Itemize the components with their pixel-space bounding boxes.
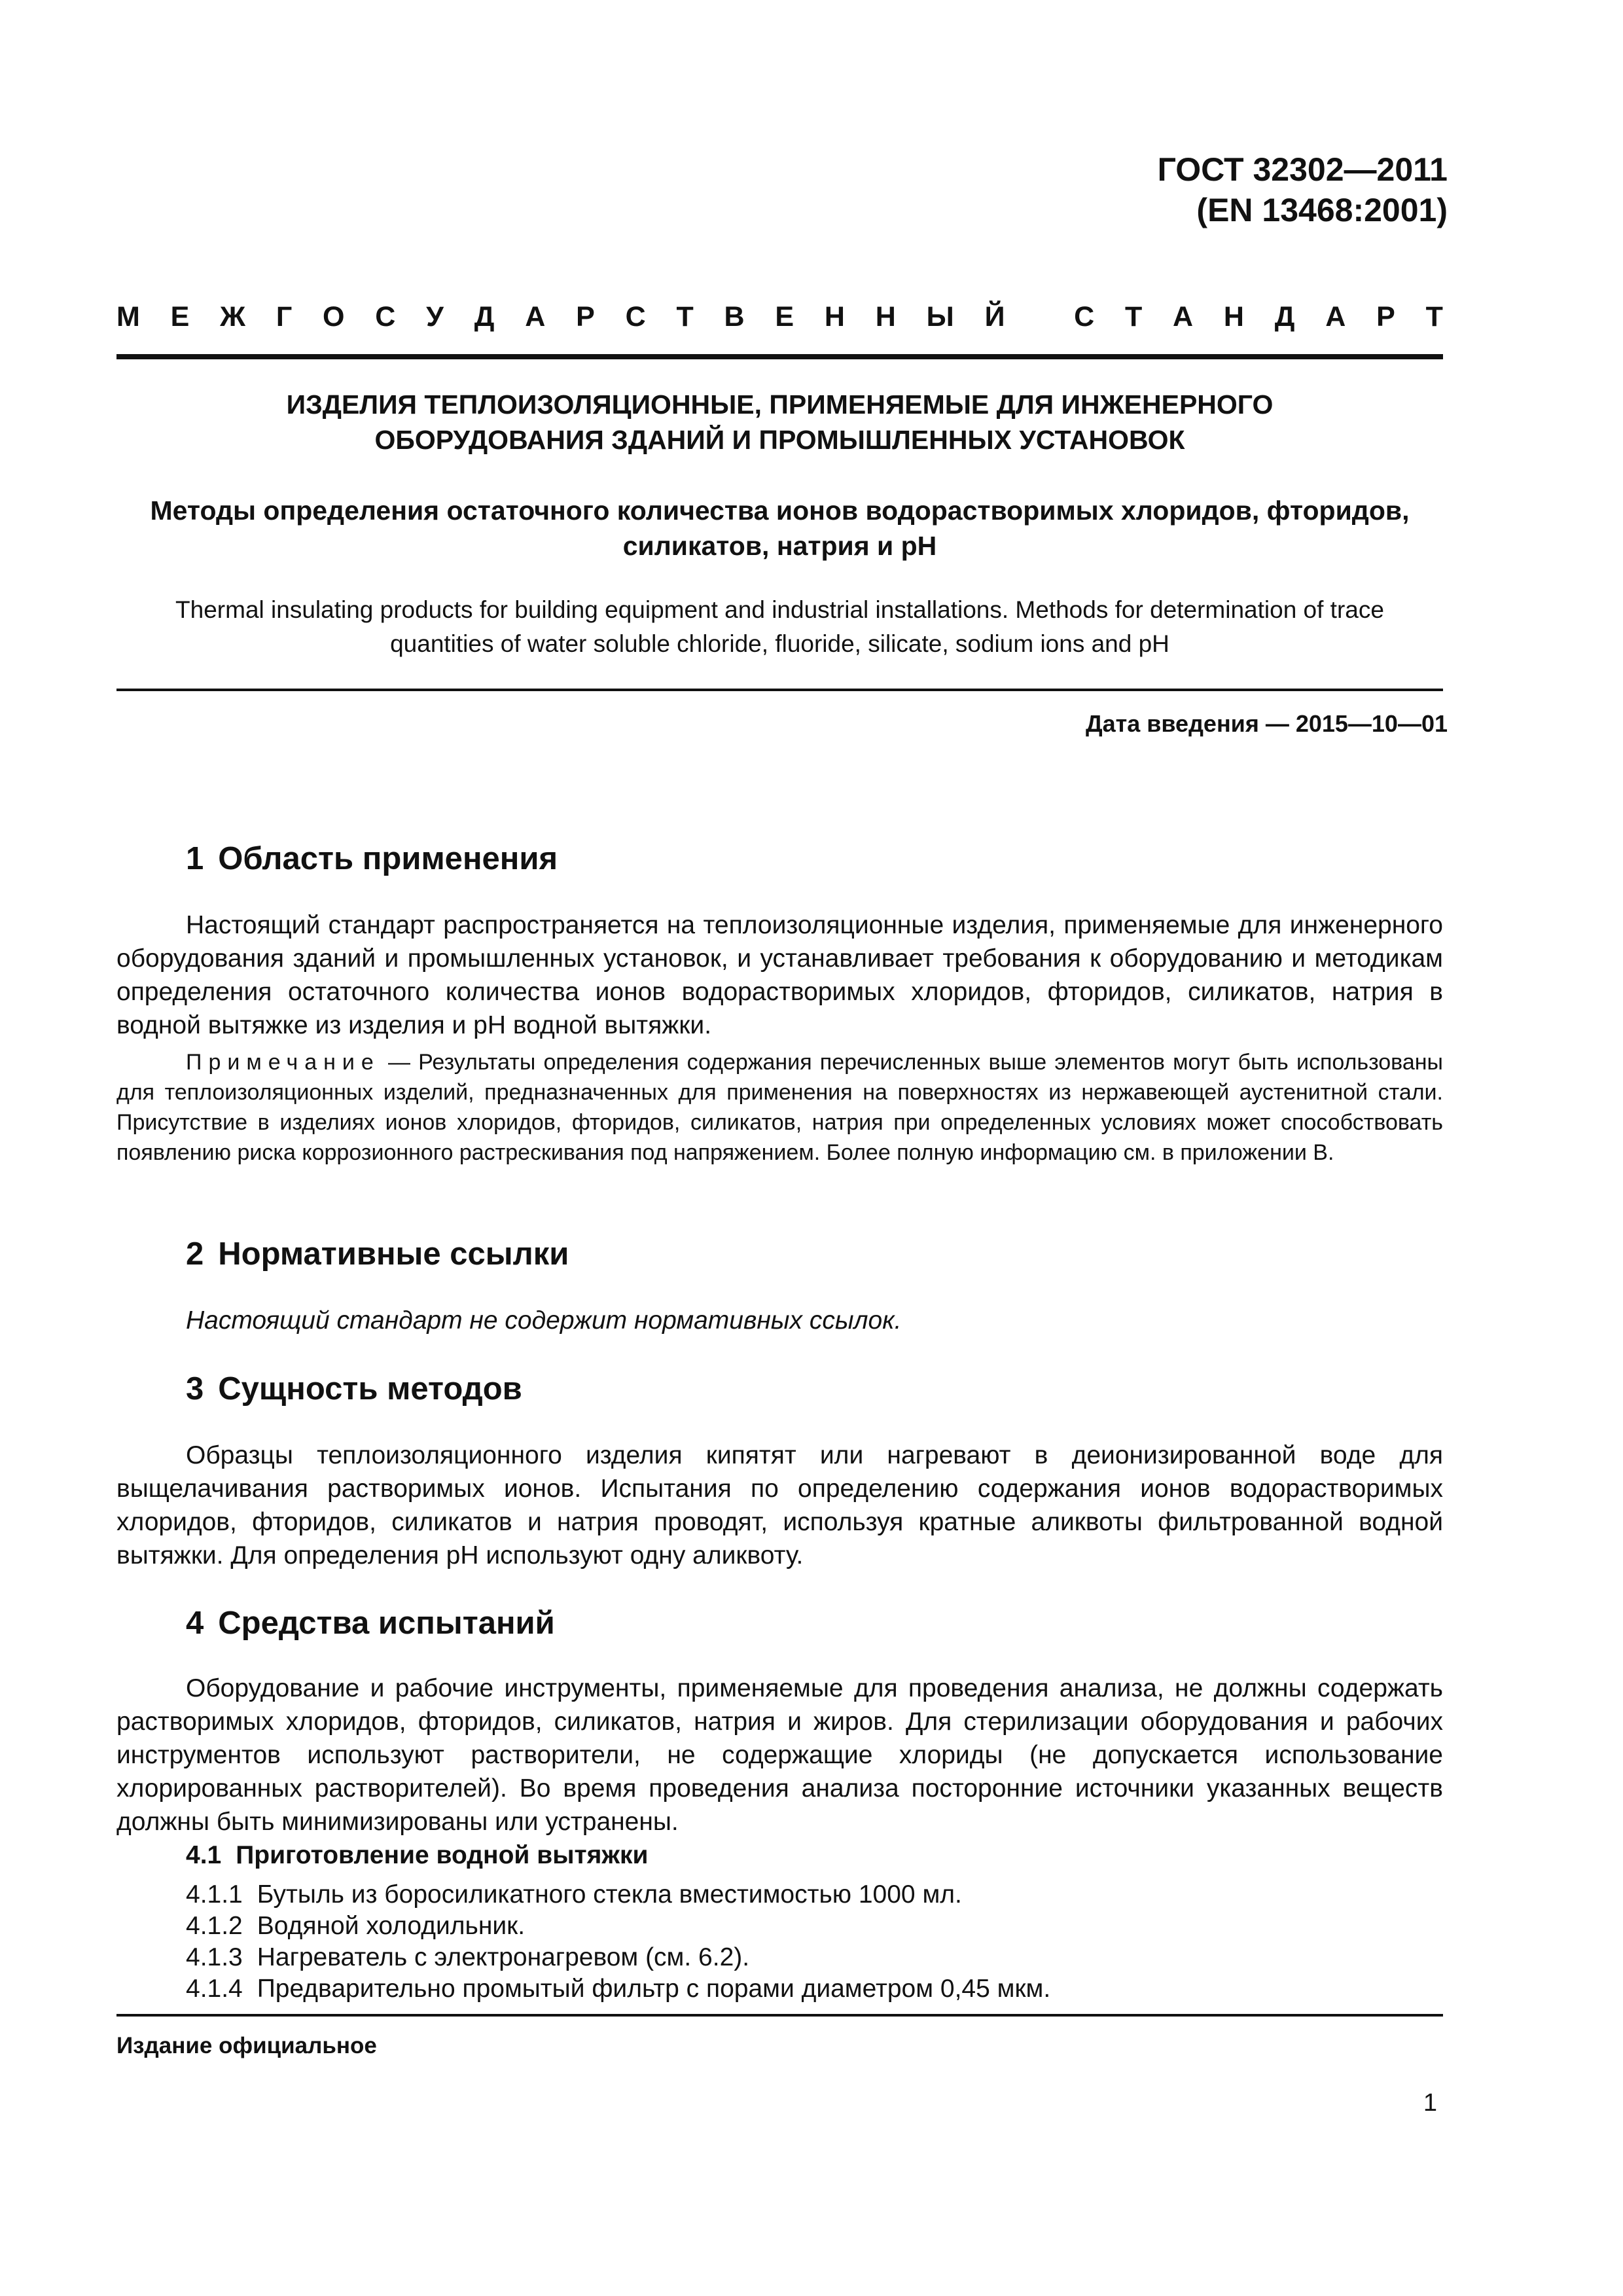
official-edition-label: Издание официальное	[116, 2033, 377, 2058]
section-4-text-content: Оборудование и рабочие инструменты, применяемые для проведения анализа, не должны содержать растворимых хлоридов, фторидов, силикатов, натрия и жиров. Для стерилизации оборудования и рабочих инструментов используют растворители, не содержащие хлориды (не допускается использование хлорированных растворителей). Во время проведения анализа посторонние источники указанных веществ должны быть минимизированы или устранены.	[116, 1674, 1443, 1836]
heading-letter: Т	[1124, 301, 1143, 332]
list-item	[186, 1973, 1050, 2005]
section-title: Нормативные ссылки	[218, 1236, 569, 1272]
section-1-text	[116, 908, 1443, 1042]
section-3-text-content: Образцы теплоизоляционного изделия кипятят или нагревают в деионизированной воде для выщелачивания растворимых ионов. Испытания по определению содержания ионов водорастворимых хлоридов, фторидов, силикатов и натрия проводят, используя кратные аликвоты фильтрованной водной вытяжки. Для определения pH используют одну аликвоту.	[116, 1441, 1443, 1570]
heading-letter: Р	[576, 301, 595, 332]
standard-code-block	[1158, 149, 1448, 230]
heading-letter: Т	[1425, 301, 1443, 332]
en-reference: (EN 13468:2001)	[1196, 192, 1448, 228]
item-text: Водяной холодильник.	[257, 1912, 526, 1940]
title-line-1: ИЗДЕЛИЯ ТЕПЛОИЗОЛЯЦИОННЫЕ, ПРИМЕНЯЕМЫЕ ДЛЯ ИНЖЕНЕРНОГО	[286, 389, 1274, 420]
section-title: Сущность методов	[218, 1371, 522, 1407]
heading-letter: А	[1325, 301, 1346, 332]
section-3-text	[116, 1439, 1443, 1572]
heading-letter: Е	[170, 301, 190, 332]
section-number: 4	[186, 1605, 204, 1641]
english-title-line-2: quantities of water soluble chloride, fluoride, silicate, sodium ions and pH	[390, 630, 1169, 657]
heading-word-gap	[1035, 300, 1043, 334]
section-4-heading	[186, 1604, 555, 1643]
header-rule	[116, 354, 1443, 359]
heading-letter: А	[525, 301, 546, 332]
section-title: Средства испытаний	[218, 1605, 555, 1641]
subsection-4-1-heading	[186, 1839, 649, 1872]
introduction-date: Дата введения — 2015—10—01	[1085, 710, 1448, 737]
heading-letter: А	[1173, 301, 1194, 332]
list-item	[186, 1941, 749, 1974]
heading-letter: У	[426, 301, 444, 332]
subtitle-line-1: Методы определения остаточного количества ионов водорастворимых хлоридов, фторидов,	[150, 495, 1410, 526]
section-2-text	[116, 1304, 1443, 1337]
heading-letter: Й	[984, 301, 1005, 332]
page-number: 1	[1423, 2089, 1437, 2117]
heading-letter: Ж	[220, 301, 246, 332]
section-1-heading	[186, 839, 558, 878]
heading-letter: Г	[276, 301, 293, 332]
section-number: 2	[186, 1236, 204, 1272]
heading-letter: М	[116, 301, 140, 332]
section-1-text-content: Настоящий стандарт распространяется на теплоизоляционные изделия, применяемые для инженерного оборудования зданий и промышленных установок, и устанавливает требования к оборудованию и методикам определения остаточного количества ионов водорастворимых хлоридов, фторидов, силикатов, натрия в водной вытяжке из изделия и pH водной вытяжки.	[116, 911, 1443, 1039]
section-title: Область применения	[218, 841, 558, 876]
heading-letter: Н	[1223, 301, 1244, 332]
item-text: Нагреватель с электронагревом (см. 6.2).	[257, 1943, 750, 1971]
heading-letter: Е	[775, 301, 794, 332]
section-number: 1	[186, 841, 204, 876]
note-text: — Результаты определения содержания перечисленных выше элементов могут быть использованы для теплоизоляционных изделий, предназначенных для применения на поверхностях из нержавеющей аустенитной стали. Присутствие в изделиях ионов хлоридов, фторидов, силикатов, натрия при определенных условиях может способствовать появлению риска коррозионного растрескивания под напряжением. Более полную информацию см. в приложении В.	[116, 1050, 1443, 1165]
heading-letter: С	[625, 301, 646, 332]
item-number: 4.1.1	[186, 1880, 243, 1909]
document-title	[116, 387, 1443, 457]
item-text: Предварительно промытый фильтр с порами диаметром 0,45 мкм.	[257, 1975, 1051, 2003]
section-1-note	[116, 1047, 1443, 1168]
subsection-title: Приготовление водной вытяжки	[236, 1841, 649, 1869]
standard-number: ГОСТ 32302—2011	[1157, 151, 1448, 188]
heading-letter: Н	[875, 301, 896, 332]
item-number: 4.1.3	[186, 1943, 243, 1971]
heading-letter: О	[323, 301, 345, 332]
item-number: 4.1.2	[186, 1912, 243, 1940]
section-3-heading	[186, 1369, 522, 1408]
section-number: 3	[186, 1371, 204, 1407]
document-subtitle	[116, 493, 1443, 564]
footer-rule	[116, 2014, 1443, 2017]
english-title-line-1: Thermal insulating products for building equipment and industrial installations. Methods for determination of trace	[175, 596, 1384, 623]
heading-letter: В	[724, 301, 745, 332]
list-item	[186, 1878, 962, 1911]
title-line-2: ОБОРУДОВАНИЯ ЗДАНИЙ И ПРОМЫШЛЕННЫХ УСТАНОВОК	[374, 425, 1185, 455]
title-rule	[116, 689, 1443, 691]
list-item	[186, 1910, 525, 1943]
interstate-standard-heading	[116, 300, 1443, 334]
english-title	[116, 593, 1443, 661]
heading-letter: С	[1074, 301, 1095, 332]
heading-letter: Р	[1376, 301, 1395, 332]
heading-letter: С	[375, 301, 396, 332]
section-4-text	[116, 1672, 1443, 1839]
heading-letter: Ы	[926, 301, 954, 332]
item-text: Бутыль из боросиликатного стекла вместимостью 1000 мл.	[257, 1880, 962, 1909]
section-2-heading	[186, 1234, 569, 1274]
heading-letter: Т	[676, 301, 694, 332]
heading-letter: Н	[824, 301, 845, 332]
subtitle-line-2: силикатов, натрия и pH	[622, 531, 937, 561]
heading-letter: Д	[474, 301, 495, 332]
item-number: 4.1.4	[186, 1975, 243, 2003]
note-label: Примечание	[186, 1050, 380, 1075]
section-2-text-content: Настоящий стандарт не содержит нормативных ссылок.	[186, 1306, 902, 1335]
subsection-number: 4.1	[186, 1841, 222, 1869]
heading-letter: Д	[1274, 301, 1295, 332]
